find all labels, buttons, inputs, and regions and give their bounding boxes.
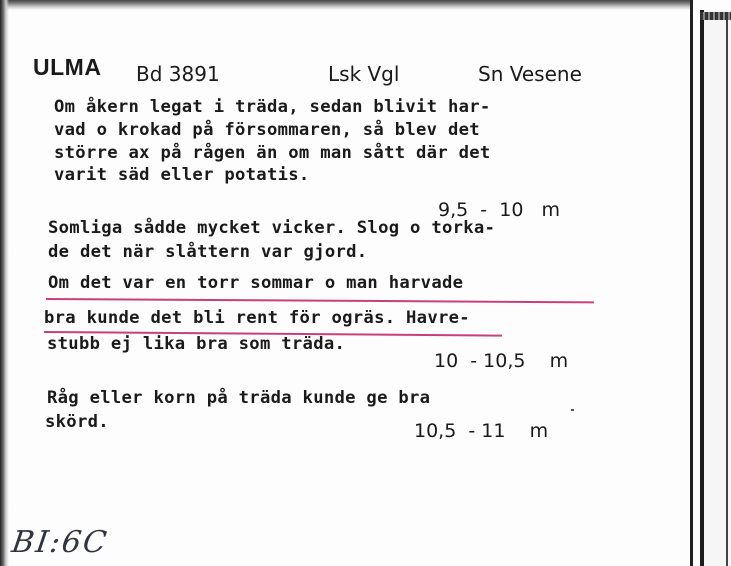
text-line: stubb ej lika bra som träda. — [47, 334, 346, 354]
card-left-edge — [0, 0, 9, 566]
text-line: vad o krokad på försommaren, så blev det — [54, 120, 480, 140]
handwritten-code: BI:6C — [9, 525, 111, 560]
ink-speck — [571, 409, 574, 411]
adjacent-card-top — [700, 12, 731, 20]
underline-mark — [46, 298, 594, 303]
archive-label: ULMA — [33, 54, 102, 80]
measurement: 9,5 - 10 m — [438, 199, 561, 221]
text-line: större ax på rågen än om man sått där det — [54, 143, 491, 163]
card-top-edge — [0, 0, 690, 10]
text-line: Råg eller korn på träda kunde ge bra — [47, 388, 431, 408]
measurement: 10 - 10,5 m — [434, 350, 569, 372]
text-line: Om det var en torr sommar o man harvade — [48, 273, 464, 293]
card-right-edge — [690, 0, 693, 566]
text-line: Somliga sådde mycket vicker. Slog o torka- — [48, 218, 496, 238]
text-line: bra kunde det bli rent för ogräs. Havre- — [44, 308, 470, 328]
district-label: Lsk Vgl — [328, 62, 400, 86]
parish-label: Sn Vesene — [478, 62, 582, 86]
adjacent-card-line — [726, 20, 728, 566]
text-line: Om åkern legat i träda, sedan blivit har- — [54, 97, 491, 117]
volume-number: Bd 3891 — [136, 62, 220, 86]
measurement: 10,5 - 11 m — [414, 420, 549, 442]
text-line: varit säd eller potatis. — [54, 165, 310, 185]
text-line: de det när slåttern var gjord. — [48, 242, 368, 262]
text-line: skörd. — [45, 412, 109, 432]
